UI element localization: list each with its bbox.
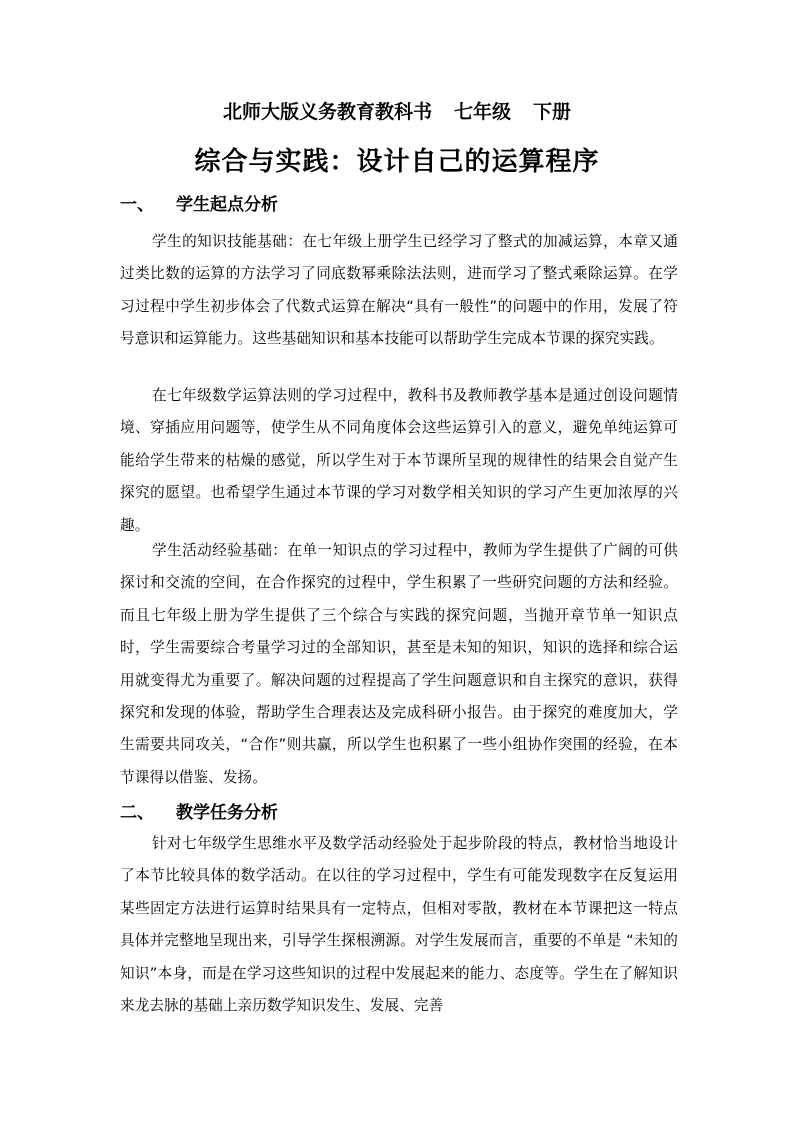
- section-number: 二、: [120, 803, 154, 823]
- section-heading-1: [120, 190, 278, 215]
- paragraph: 在七年级数学运算法则的学习过程中，教科书及教师教学基本是通过创设问题情境、穿插应用问题等，使学生从不同角度体会这些运算引入的意义，避免单纯运算可能给学生带来的枯燥的感觉，所以学生对于本节课所呈现的规律性的结果会自觉产生探究的愿望。也希望学生通过本节课的学习对数学相关知识的学习产生更加浓厚的兴趣。: [120, 387, 678, 534]
- paragraph: 学生活动经验基础：在单一知识点的学习过程中，教师为学生提供了广阔的可供探讨和交流的空间，在合作探究的过程中，学生积累了一些研究问题的方法和经验。而且七年级上册为学生提供了三个综合与实践的探究问题，当抛开章节单一知识点时，学生需要综合考量学习过的全部知识，甚至是未知的知识，知识的选择和综合运用就变得尤为重要了。解决问题的过程提高了学生问题意识和自主探究的意识，获得探究和发现的体验，帮助学生合理表达及完成科研小报告。由于探究的难度加大，学生需要共同攻关，“合作”则共赢，所以学生也积累了一些小组协作突围的经验，在本节课得以借鉴、发扬。: [120, 542, 678, 786]
- volume-label: 下册: [533, 101, 572, 123]
- section-title: 教学任务分析: [176, 803, 278, 823]
- paragraph: 学生的知识技能基础：在七年级上册学生已经学习了整式的加减运算，本章又通过类比数的运算的方法学习了同底数幂乘除法法则，进而学习了整式乘除运算。在学习过程中学生初步体会了代数式运算在解决“具有一般性”的问题中的作用，发展了符号意识和运算能力。这些基础知识和基本技能可以帮助学生完成本节课的探究实践。: [120, 233, 678, 348]
- section-heading-2: [120, 798, 278, 823]
- book-title: 北师大版义务教育教科书: [222, 101, 432, 123]
- lesson-title: 综合与实践：设计自己的运算程序: [194, 147, 600, 177]
- section-number: 一、: [120, 195, 154, 215]
- section-title: 学生起点分析: [176, 195, 278, 215]
- paragraph: 针对七年级学生思维水平及数学活动经验处于起步阶段的特点，教材恰当地设计了本节比较具体的数学活动。在以往的学习过程中，学生有可能发现数字在反复运用某些固定方法进行运算时结果具有一定特点，但相对零散，教材在本节课把这一特点具体并完整地呈现出来，引导学生探根溯源。对学生发展而言，重要的不单是 “未知的知识”本身，而是在学习这些知识的过程中发展起来的能力、态度等。学生在了解知识来龙去脉的基础上亲历数学知识发生、发展、完善: [120, 835, 678, 1015]
- grade-label: 七年级: [453, 101, 511, 123]
- textbook-header: [0, 97, 794, 124]
